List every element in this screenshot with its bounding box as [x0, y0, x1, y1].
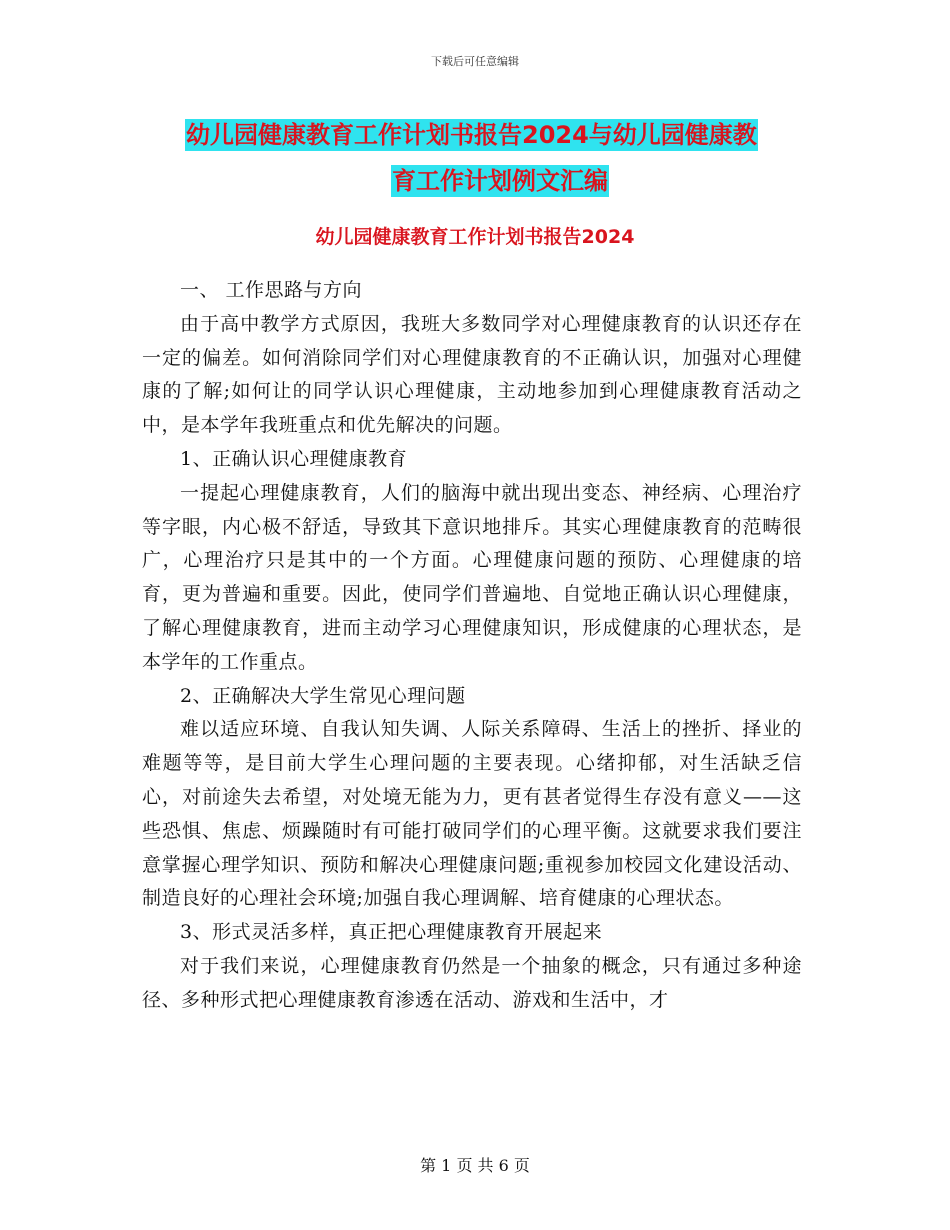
header-note: 下载后可任意编辑 — [431, 55, 519, 68]
page-footer: 第 1 页 共 6 页 — [420, 1156, 530, 1175]
paragraph: 由于高中教学方式原因，我班大多数同学对心理健康教育的认识还存在一定的偏差。如何消除同学们对心理健康教育的不正确认识，加强对心理健康的了解;如何让的同学认识心理健康，主动地参加到心理健康教育活动之中，是本学年我班重点和优先解决的问题。 — [142, 312, 802, 437]
title-line-2: 育工作计划例文汇编 — [392, 167, 608, 195]
subheading-1: 1、正确认识心理健康教育 — [180, 447, 408, 470]
paragraph: 一提起心理健康教育，人们的脑海中就出现出变态、神经病、心理治疗等字眼，内心极不舒适，导致其下意识地排斥。其实心理健康教育的范畴很广，心理治疗只是其中的一个方面。心理健康问题的预防、心理健康的培育，更为普遍和重要。因此，使同学们普遍地、自觉地正确认识心理健康，了解心理健康教育，进而主动学习心理健康知识，形成健康的心理状态，是本学年的工作重点。 — [142, 481, 802, 673]
paragraph: 对于我们来说，心理健康教育仍然是一个抽象的概念，只有通过多种途径、多种形式把心理健康教育渗透在活动、游戏和生活中，才 — [142, 954, 802, 1011]
paragraph: 难以适应环境、自我认知失调、人际关系障碍、生活上的挫折、择业的难题等等，是目前大学生心理问题的主要表现。心绪抑郁，对生活缺乏信心，对前途失去希望，对处境无能为力，更有甚者觉得生存没有意义——这些恐惧、焦虑、烦躁随时有可能打破同学们的心理平衡。这就要求我们要注意掌握心理学知识、预防和解决心理健康问题;重视参加校园文化建设活动、制造良好的心理社会环境;加强自我心理调解、培育健康的心理状态。 — [142, 718, 802, 910]
subheading-2: 2、正确解决大学生常见心理问题 — [180, 684, 466, 707]
document-title — [185, 112, 815, 204]
heading-work-direction: 一、 工作思路与方向 — [180, 279, 363, 301]
section-title: 幼儿园健康教育工作计划书报告2024 — [315, 226, 635, 248]
title-line-1: 幼儿园健康教育工作计划书报告2024与幼儿园健康教 — [186, 121, 757, 149]
subheading-3: 3、形式灵活多样，真正把心理健康教育开展起来 — [180, 921, 603, 944]
document-body — [142, 274, 802, 1018]
